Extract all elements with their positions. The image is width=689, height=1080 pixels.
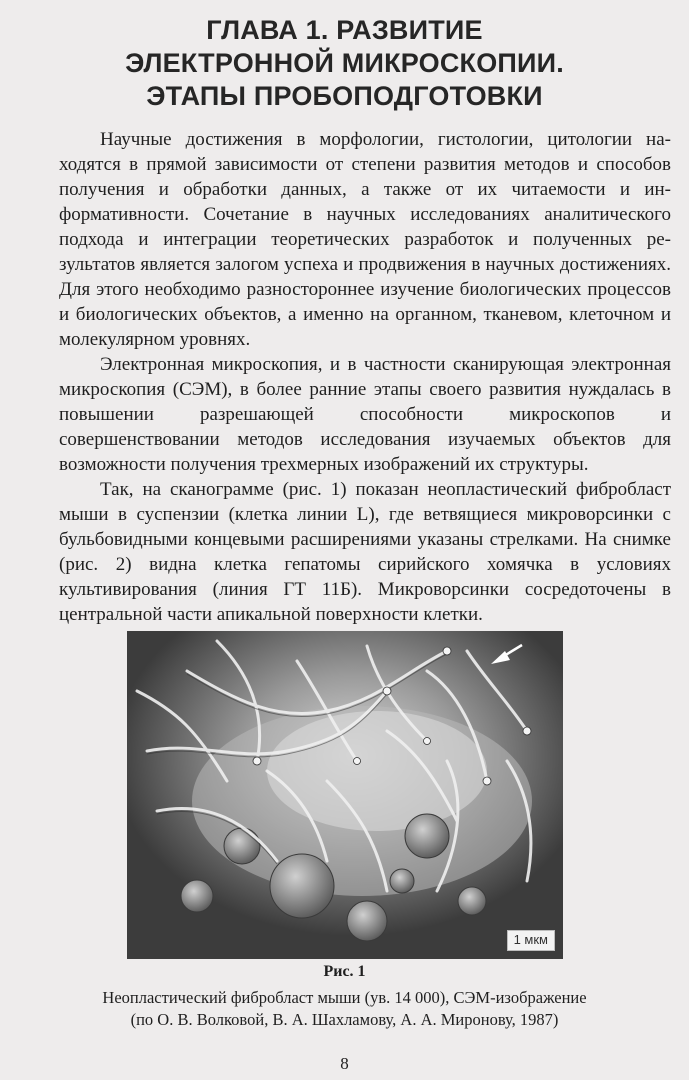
paragraph: Научные достижения в морфологии, гистологии, цитологии находятся в прямой зависимости от степени развития методов и способов получения и обработки данных, а также от их читаемости и информативности. Сочетание в научных исследованиях аналитического подхода и интеграции теоретических разработок и полученных результатов является залогом успеха и продвижения в научных достижениях. Для этого необходимо разностороннее изучение биологических процессов и биологических объектов, а именно на органном, тканевом, клеточном и молекулярном уровнях. (59, 129, 671, 350)
figure-label: Рис. 1 (323, 963, 366, 980)
body-text (59, 127, 671, 627)
scale-bar-label: 1 мкм (507, 930, 555, 951)
micrograph-image (127, 631, 563, 959)
sem-micrograph (127, 631, 563, 959)
paragraph: Так, на сканограмме (рис. 1) показан неопластический фибробласт мыши в суспензии (клетка линии L), где ветвящиеся микроворсинки с бульбовидными концевыми расширениями указаны стрелками. На снимке (рис. 2) видна клетка гепатомы сирийского хомячка в условиях культивирования (линия ГТ 11Б). Микроворсинки сосредоточены в центральной части апикальной поверхности клетки. (59, 479, 671, 625)
figure-caption-line: Неопластический фибробласт мыши (ув. 14 000), СЭМ-изображение (102, 988, 587, 1007)
figure-caption-line: (по О. В. Волковой, В. А. Шахламову, А. А. Миронову, 1987) (130, 1010, 559, 1029)
page-number: 8 (340, 1054, 349, 1073)
paragraph: Электронная микроскопия, и в частности сканирующая электронная микроскопия (СЭМ), в более ранние этапы своего развития нуждалась в повышении разрешающей способности микроскопов и совершенствовании методов исследования изучаемых объектов для возможности получения трехмерных изображений их структуры. (59, 354, 671, 475)
chapter-title-line: ЭТАПЫ ПРОБОПОДГОТОВКИ (146, 81, 543, 111)
chapter-title-line: ЭЛЕКТРОННОЙ МИКРОСКОПИИ. (125, 48, 564, 78)
chapter-title (40, 14, 649, 113)
figure-caption (30, 987, 659, 1031)
chapter-title-line: ГЛАВА 1. РАЗВИТИЕ (206, 15, 483, 45)
